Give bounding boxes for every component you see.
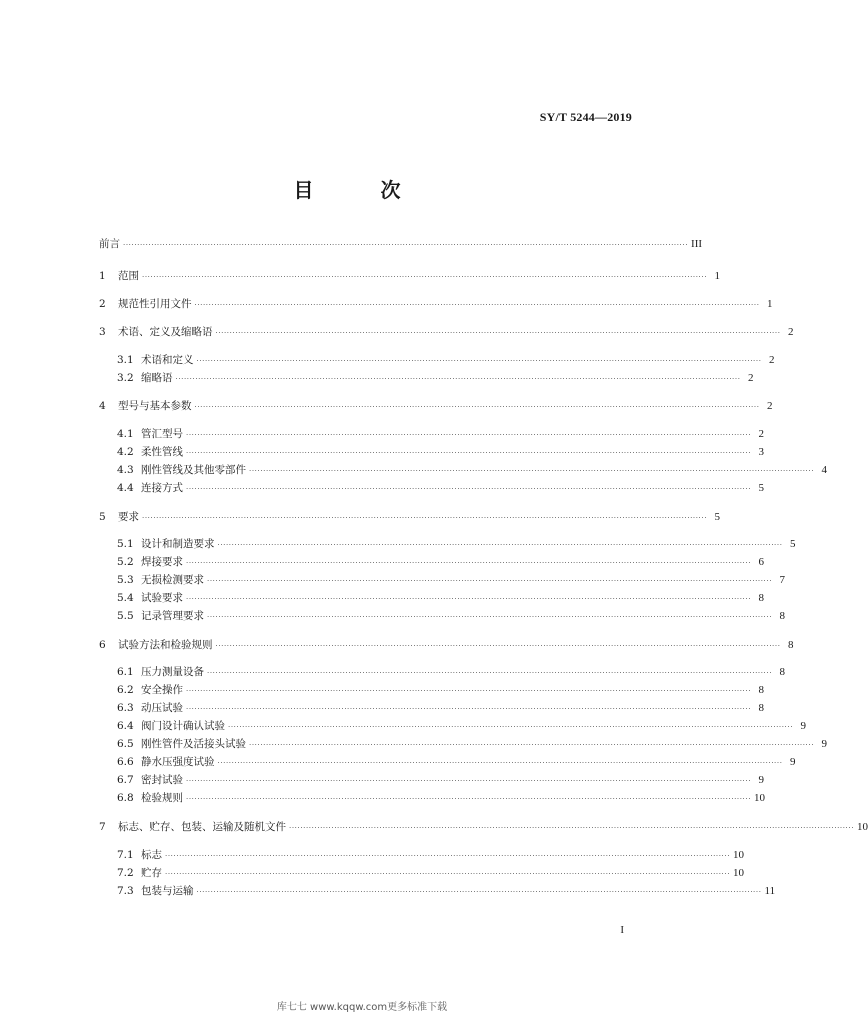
toc-entry[interactable] [99,269,721,283]
toc-entry-page: 8 [779,610,786,622]
dot-leader: ········································································································································································································ [186,595,752,603]
dot-leader: ········································································································································································································ [215,329,781,337]
toc-entry-foreword[interactable] [99,237,703,251]
toc-entry-number: 5.3 [117,574,134,586]
toc-entry-page: 7 [779,574,786,586]
toc-entry-text: 设计和制造要求 [141,538,215,550]
toc-entry-page: 8 [779,666,786,678]
toc-entry-page: 10 [733,867,745,879]
toc-entry-page: 11 [764,885,776,897]
toc-entry-text: 静水压强度试验 [141,756,215,768]
dot-leader: ········································································································································································································ [186,449,752,457]
toc-entry-page: 3 [758,446,765,458]
dot-leader: ········································································································································································································ [215,642,781,650]
toc-entry-page: 2 [769,354,775,366]
toc-entry-text: 记录管理要求 [141,610,204,622]
dot-leader: ········································································································································································································ [165,852,731,860]
dot-leader: ········································································································································································································ [194,301,760,309]
toc-entry-page: III [691,238,703,250]
dot-leader: ········································································································································································································ [207,613,773,621]
toc-subentry[interactable] [117,537,796,551]
toc-subentry[interactable] [117,427,765,441]
toc-entry-text: 术语和定义 [141,354,194,366]
toc-entry-page: 4 [821,464,828,476]
standard-number: SY/T 5244—2019 [539,110,632,124]
toc-entry-number: 6.4 [117,720,134,732]
dot-leader: ········································································································································································································ [196,357,762,365]
toc-entry[interactable] [99,325,794,339]
toc-subentry[interactable] [117,665,786,679]
toc-entry-number: 6.1 [117,666,134,678]
toc-entry-number: 5.5 [117,610,134,622]
dot-leader: ········································································································································································································ [186,795,752,803]
toc-entry-page: 2 [758,428,765,440]
dot-leader: ········································································································································································································ [217,759,783,767]
toc-entry-page: 8 [758,684,765,696]
toc-subentry[interactable] [117,719,807,733]
toc-entry-page: 9 [800,720,807,732]
toc-entry-number: 5.2 [117,556,134,568]
toc-entry-page: 2 [788,326,794,338]
toc-subentry[interactable] [117,848,745,862]
toc-subentry[interactable] [117,555,765,569]
toc-entry-text: 管汇型号 [141,428,183,440]
toc-entry-page: 5 [758,482,765,494]
toc-entry-text: 试验要求 [141,592,183,604]
toc-subentry[interactable] [117,884,776,898]
toc-subentry[interactable] [117,755,796,769]
toc-entry-text: 压力测量设备 [141,666,204,678]
dot-leader: ········································································································································································································ [186,559,752,567]
toc-entry-text: 要求 [118,511,139,523]
toc-entry-number: 6.8 [117,792,134,804]
toc-entry-number: 7.2 [117,867,134,879]
toc-subentry[interactable] [117,866,745,880]
dot-leader: ········································································································································································································ [249,741,815,749]
toc-entry-number: 4.4 [117,482,134,494]
toc-entry-page: 10 [754,792,766,804]
toc-entry-number: 6 [99,639,106,651]
dot-leader: ········································································································································································································ [186,485,752,493]
toc-entry-page: 8 [758,592,765,604]
toc-entry-page: 5 [714,511,721,523]
toc-entry-number: 5.4 [117,592,134,604]
toc-entry-number: 1 [99,270,106,282]
toc-entry-text: 术语、定义及缩略语 [118,326,213,338]
toc-entry-page: 10 [857,821,868,833]
dot-leader: ········································································································································································································ [207,669,773,677]
toc-entry-number: 5.1 [117,538,134,550]
toc-entry-number: 3.1 [117,354,134,366]
toc-entry-text: 密封试验 [141,774,183,786]
toc-entry[interactable] [99,510,721,524]
dot-leader: ········································································································································································································ [186,777,752,785]
toc-entry-number: 5 [99,511,106,523]
toc-entry-text: 标志、贮存、包装、运输及随机文件 [118,821,286,833]
toc-entry-text: 缩略语 [141,372,173,384]
dot-leader: ········································································································································································································ [196,888,762,896]
toc-entry-text: 无损检测要求 [141,574,204,586]
toc-entry-text: 刚性管件及活接头试验 [141,738,246,750]
dot-leader: ········································································································································································································ [175,375,741,383]
toc-entry-number: 3.2 [117,372,134,384]
page-title: 目 次 [293,178,431,202]
toc-entry-page: 10 [733,849,745,861]
toc-entry-number: 4 [99,400,106,412]
toc-entry[interactable] [99,297,773,311]
toc-entry-text: 连接方式 [141,482,183,494]
toc-subentry[interactable] [117,591,765,605]
dot-leader: ········································································································································································································ [142,273,708,281]
dot-leader: ········································································································································································································ [228,723,794,731]
toc-subentry[interactable] [117,371,754,385]
toc-entry-number: 6.5 [117,738,134,750]
toc-entry-number: 6.7 [117,774,134,786]
dot-leader: ········································································································································································································ [289,824,855,832]
toc-entry-number: 4.3 [117,464,134,476]
toc-entry-text: 刚性管线及其他零部件 [141,464,246,476]
toc-entry-number: 3 [99,326,106,338]
toc-entry-text: 范围 [118,270,139,282]
toc-entry-number: 7.1 [117,849,134,861]
toc-entry-page: 2 [767,400,773,412]
toc-subentry[interactable] [117,353,775,367]
dot-leader: ········································································································································································································ [217,541,783,549]
toc-entry-number: 7.3 [117,885,134,897]
toc-entry-number: 6.6 [117,756,134,768]
toc-entry-page: 8 [788,639,794,651]
toc-subentry[interactable] [117,773,765,787]
toc-subentry[interactable] [117,463,828,477]
toc-entry-page: 8 [758,702,765,714]
toc-entry-number: 4.1 [117,428,134,440]
toc-entry-page: 6 [758,556,765,568]
toc-entry-page: 9 [758,774,765,786]
toc-entry-text: 柔性管线 [141,446,183,458]
toc-entry-page: 1 [767,298,773,310]
dot-leader: ········································································································································································································ [194,403,760,411]
toc-entry-text: 包装与运输 [141,885,194,897]
toc-entry-page: 5 [790,538,796,550]
toc-entry-text: 型号与基本参数 [118,400,192,412]
toc-subentry[interactable] [117,573,786,587]
dot-leader: ········································································································································································································ [186,431,752,439]
toc-subentry[interactable] [117,701,765,715]
toc-entry-text: 试验方法和检验规则 [118,639,213,651]
toc-entry-text: 检验规则 [141,792,183,804]
toc-entry-number: 6.2 [117,684,134,696]
download-footer: 库七七 www.kqqw.com更多标准下载 [276,1002,448,1013]
dot-leader: ········································································································································································································ [186,705,752,713]
toc-subentry[interactable] [117,683,765,697]
toc-entry-text: 贮存 [141,867,162,879]
toc-entry[interactable] [99,399,773,413]
toc-subentry[interactable] [117,791,766,805]
toc-entry-text: 焊接要求 [141,556,183,568]
toc-entry-text: 安全操作 [141,684,183,696]
dot-leader: ········································································································································································································ [249,467,815,475]
toc-entry-page: 2 [748,372,754,384]
toc-entry-number: 7 [99,821,106,833]
toc-subentry[interactable] [117,609,786,623]
toc-entry-text: 规范性引用文件 [118,298,192,310]
toc-entry-number: 6.3 [117,702,134,714]
toc-entry-text: 阀门设计确认试验 [141,720,225,732]
toc-entry-page: 1 [714,270,721,282]
toc-entry-number: 4.2 [117,446,134,458]
toc-entry-page: 9 [821,738,828,750]
toc-entry[interactable] [99,638,794,652]
toc-entry-text: 前言 [99,238,120,250]
page-folio: I [620,924,624,936]
toc-entry-text: 动压试验 [141,702,183,714]
toc-subentry[interactable] [117,481,765,495]
dot-leader: ········································································································································································································ [186,687,752,695]
toc-entry[interactable] [99,820,868,834]
dot-leader: ········································································································································································································ [207,577,773,585]
dot-leader: ········································································································································································································ [165,870,731,878]
toc-entry-number: 2 [99,298,106,310]
toc-subentry[interactable] [117,445,765,459]
dot-leader: ········································································································································································································ [123,241,689,249]
toc-entry-text: 标志 [141,849,162,861]
toc-subentry[interactable] [117,737,828,751]
dot-leader: ········································································································································································································ [142,514,708,522]
toc-entry-page: 9 [790,756,796,768]
